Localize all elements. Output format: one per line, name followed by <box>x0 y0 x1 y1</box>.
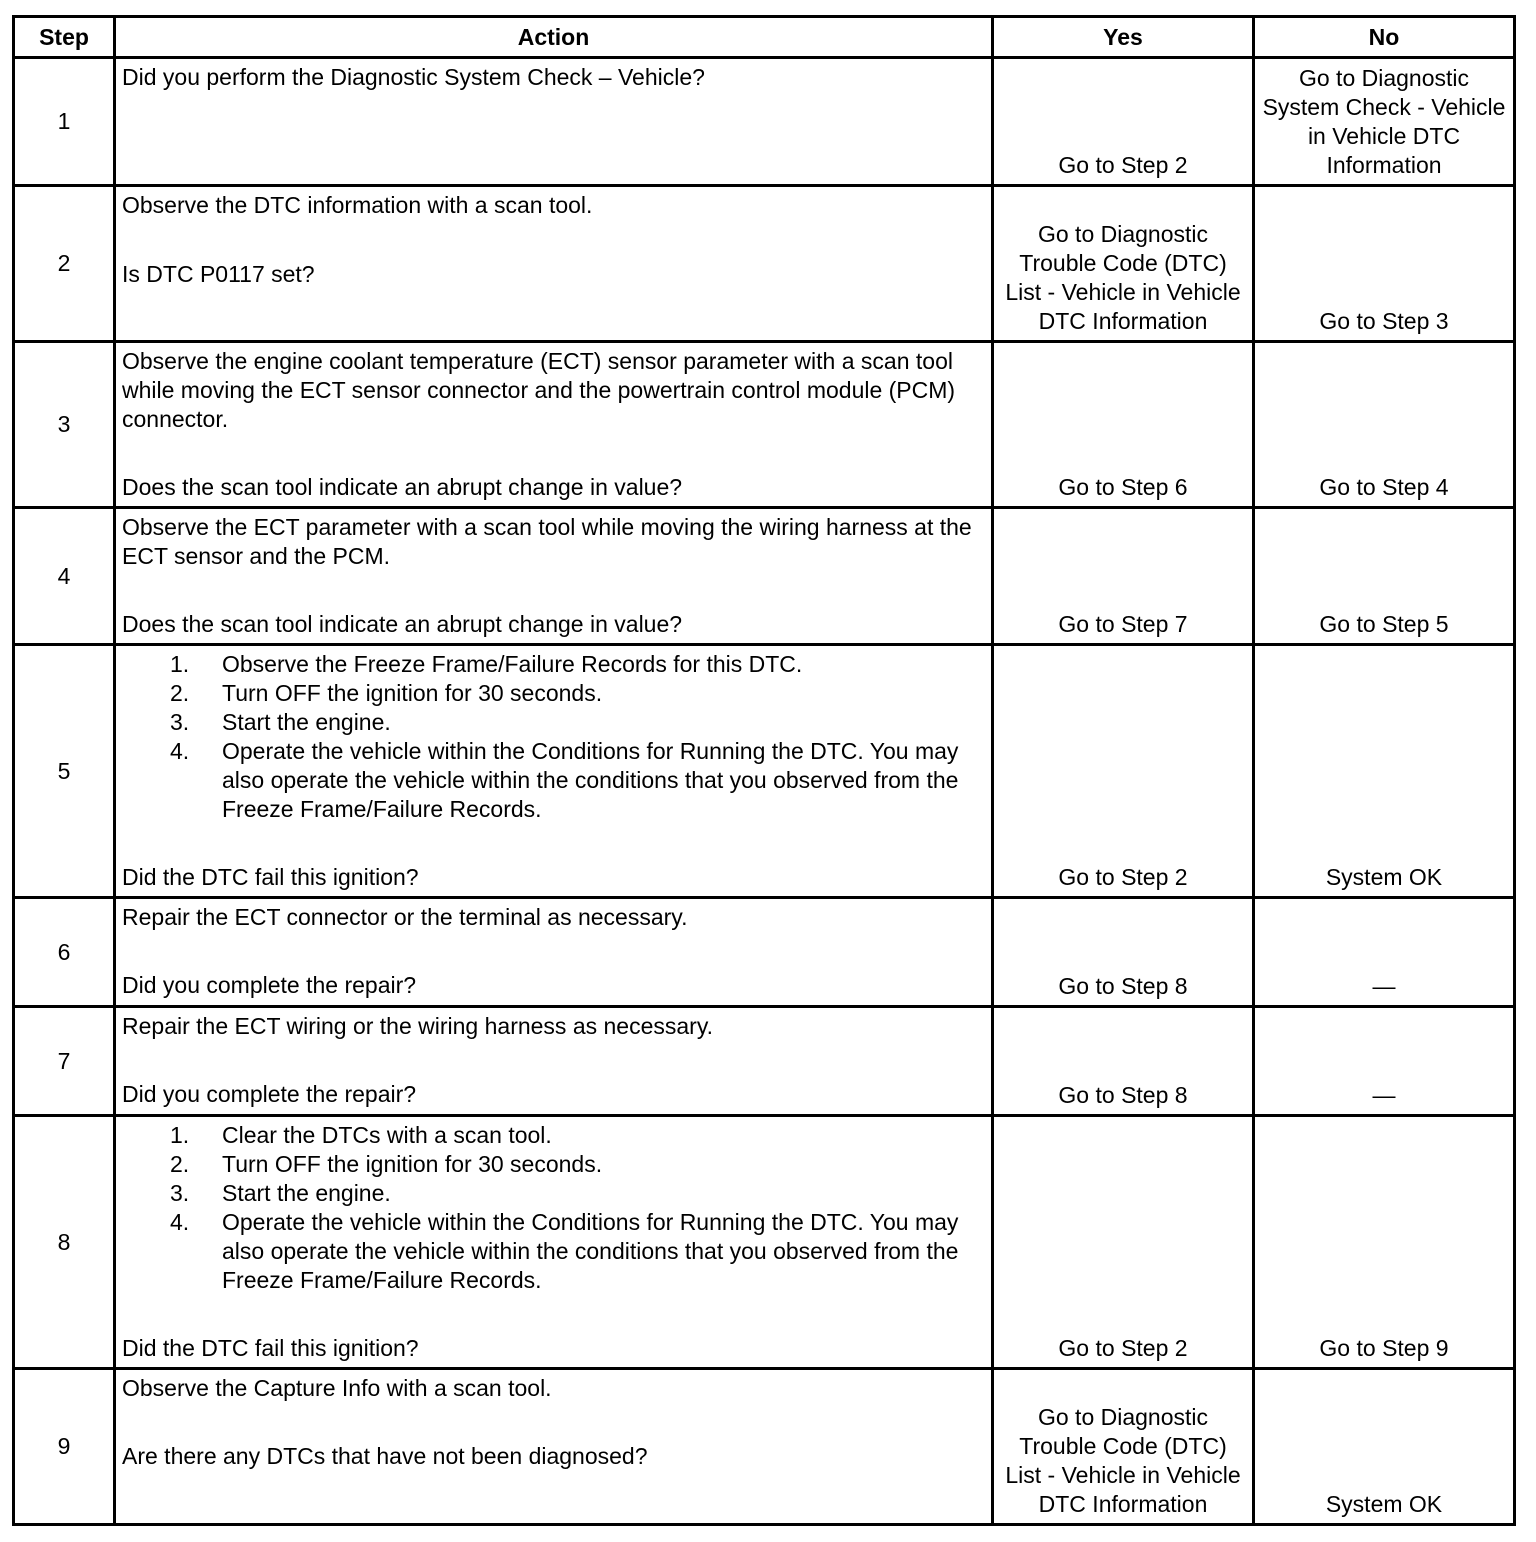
header-action: Action <box>115 17 993 58</box>
no-outcome: Go to Step 9 <box>1254 1116 1515 1369</box>
table-row <box>14 645 1515 898</box>
list-number: 4. <box>170 1209 190 1235</box>
list-number: 2. <box>170 680 190 706</box>
step-number: 7 <box>14 1007 115 1116</box>
action-question: Does the scan tool indicate an abrupt change in value? <box>122 611 683 637</box>
action-cell <box>115 508 993 645</box>
action-text: Repair the ECT connector or the terminal as necessary. <box>122 904 688 930</box>
table-row <box>14 1116 1515 1369</box>
action-text: Observe the Capture Info with a scan tool. <box>122 1375 552 1401</box>
yes-outcome: Go to Diagnostic Trouble Code (DTC) List - Vehicle in Vehicle DTC Information <box>993 1369 1254 1525</box>
list-text: Start the engine. <box>222 1180 391 1206</box>
header-row <box>14 17 1515 58</box>
action-question: Are there any DTCs that have not been diagnosed? <box>122 1443 648 1469</box>
table-row <box>14 508 1515 645</box>
list-item <box>122 1208 981 1295</box>
step-number: 2 <box>14 186 115 342</box>
table-row <box>14 58 1515 186</box>
list-text: Operate the vehicle within the Conditions for Running the DTC. You may also operate the vehicle within the conditions that you observed from the Freeze Frame/Failure Records. <box>222 738 959 822</box>
list-number: 3. <box>170 1180 190 1206</box>
list-number: 1. <box>170 1122 190 1148</box>
header-step: Step <box>14 17 115 58</box>
header-yes: Yes <box>993 17 1254 58</box>
list-item <box>122 679 981 708</box>
action-question: Did you complete the repair? <box>122 1081 417 1107</box>
table-row <box>14 898 1515 1007</box>
table-row <box>14 1369 1515 1525</box>
action-cell <box>115 342 993 508</box>
diagnostic-table <box>12 15 1516 1526</box>
list-text: Start the engine. <box>222 709 391 735</box>
yes-outcome: Go to Step 7 <box>993 508 1254 645</box>
no-outcome: Go to Diagnostic System Check - Vehicle in Vehicle DTC Information <box>1254 58 1515 186</box>
yes-outcome: Go to Step 2 <box>993 58 1254 186</box>
no-outcome: — <box>1254 1007 1515 1116</box>
step-number: 3 <box>14 342 115 508</box>
step-number: 8 <box>14 1116 115 1369</box>
action-cell <box>115 58 993 186</box>
action-question: Did the DTC fail this ignition? <box>122 1335 419 1361</box>
action-question: Did the DTC fail this ignition? <box>122 864 419 890</box>
list-item <box>122 737 981 824</box>
no-outcome: Go to Step 5 <box>1254 508 1515 645</box>
step-number: 1 <box>14 58 115 186</box>
action-text: Observe the engine coolant temperature (ECT) sensor parameter with a scan tool while moving the ECT sensor connector and the powertrain control module (PCM) connector. <box>122 348 956 432</box>
yes-outcome: Go to Step 2 <box>993 1116 1254 1369</box>
table-row <box>14 186 1515 342</box>
yes-outcome: Go to Step 2 <box>993 645 1254 898</box>
numbered-list <box>122 1121 981 1295</box>
no-outcome: Go to Step 4 <box>1254 342 1515 508</box>
action-cell <box>115 1116 993 1369</box>
no-outcome: Go to Step 3 <box>1254 186 1515 342</box>
numbered-list <box>122 650 981 824</box>
list-number: 2. <box>170 1151 190 1177</box>
list-text: Observe the Freeze Frame/Failure Records for this DTC. <box>222 651 803 677</box>
list-item <box>122 708 981 737</box>
action-text: Repair the ECT wiring or the wiring harness as necessary. <box>122 1013 714 1039</box>
action-question: Did you complete the repair? <box>122 972 417 998</box>
list-number: 4. <box>170 738 190 764</box>
list-text: Turn OFF the ignition for 30 seconds. <box>222 680 603 706</box>
action-text: Observe the ECT parameter with a scan tool while moving the wiring harness at the ECT sensor and the PCM. <box>122 514 972 569</box>
yes-outcome: Go to Step 6 <box>993 342 1254 508</box>
diagnostic-page <box>12 15 1515 1526</box>
step-number: 9 <box>14 1369 115 1525</box>
step-number: 6 <box>14 898 115 1007</box>
table-row <box>14 342 1515 508</box>
action-question: Does the scan tool indicate an abrupt change in value? <box>122 474 683 500</box>
list-text: Operate the vehicle within the Conditions for Running the DTC. You may also operate the vehicle within the conditions that you observed from the Freeze Frame/Failure Records. <box>222 1209 959 1293</box>
step-number: 4 <box>14 508 115 645</box>
no-outcome: — <box>1254 898 1515 1007</box>
list-item <box>122 1121 981 1150</box>
list-item <box>122 650 981 679</box>
action-cell <box>115 1007 993 1116</box>
list-number: 1. <box>170 651 190 677</box>
list-item <box>122 1150 981 1179</box>
table-row <box>14 1007 1515 1116</box>
yes-outcome: Go to Diagnostic Trouble Code (DTC) List - Vehicle in Vehicle DTC Information <box>993 186 1254 342</box>
action-question: Is DTC P0117 set? <box>122 261 315 287</box>
action-cell <box>115 186 993 342</box>
action-cell <box>115 898 993 1007</box>
no-outcome: System OK <box>1254 1369 1515 1525</box>
list-text: Clear the DTCs with a scan tool. <box>222 1122 552 1148</box>
action-cell <box>115 1369 993 1525</box>
no-outcome: System OK <box>1254 645 1515 898</box>
header-no: No <box>1254 17 1515 58</box>
list-number: 3. <box>170 709 190 735</box>
list-item <box>122 1179 981 1208</box>
yes-outcome: Go to Step 8 <box>993 1007 1254 1116</box>
step-number: 5 <box>14 645 115 898</box>
list-text: Turn OFF the ignition for 30 seconds. <box>222 1151 603 1177</box>
action-text: Observe the DTC information with a scan tool. <box>122 192 593 218</box>
action-text: Did you perform the Diagnostic System Check – Vehicle? <box>122 64 705 90</box>
yes-outcome: Go to Step 8 <box>993 898 1254 1007</box>
action-cell <box>115 645 993 898</box>
